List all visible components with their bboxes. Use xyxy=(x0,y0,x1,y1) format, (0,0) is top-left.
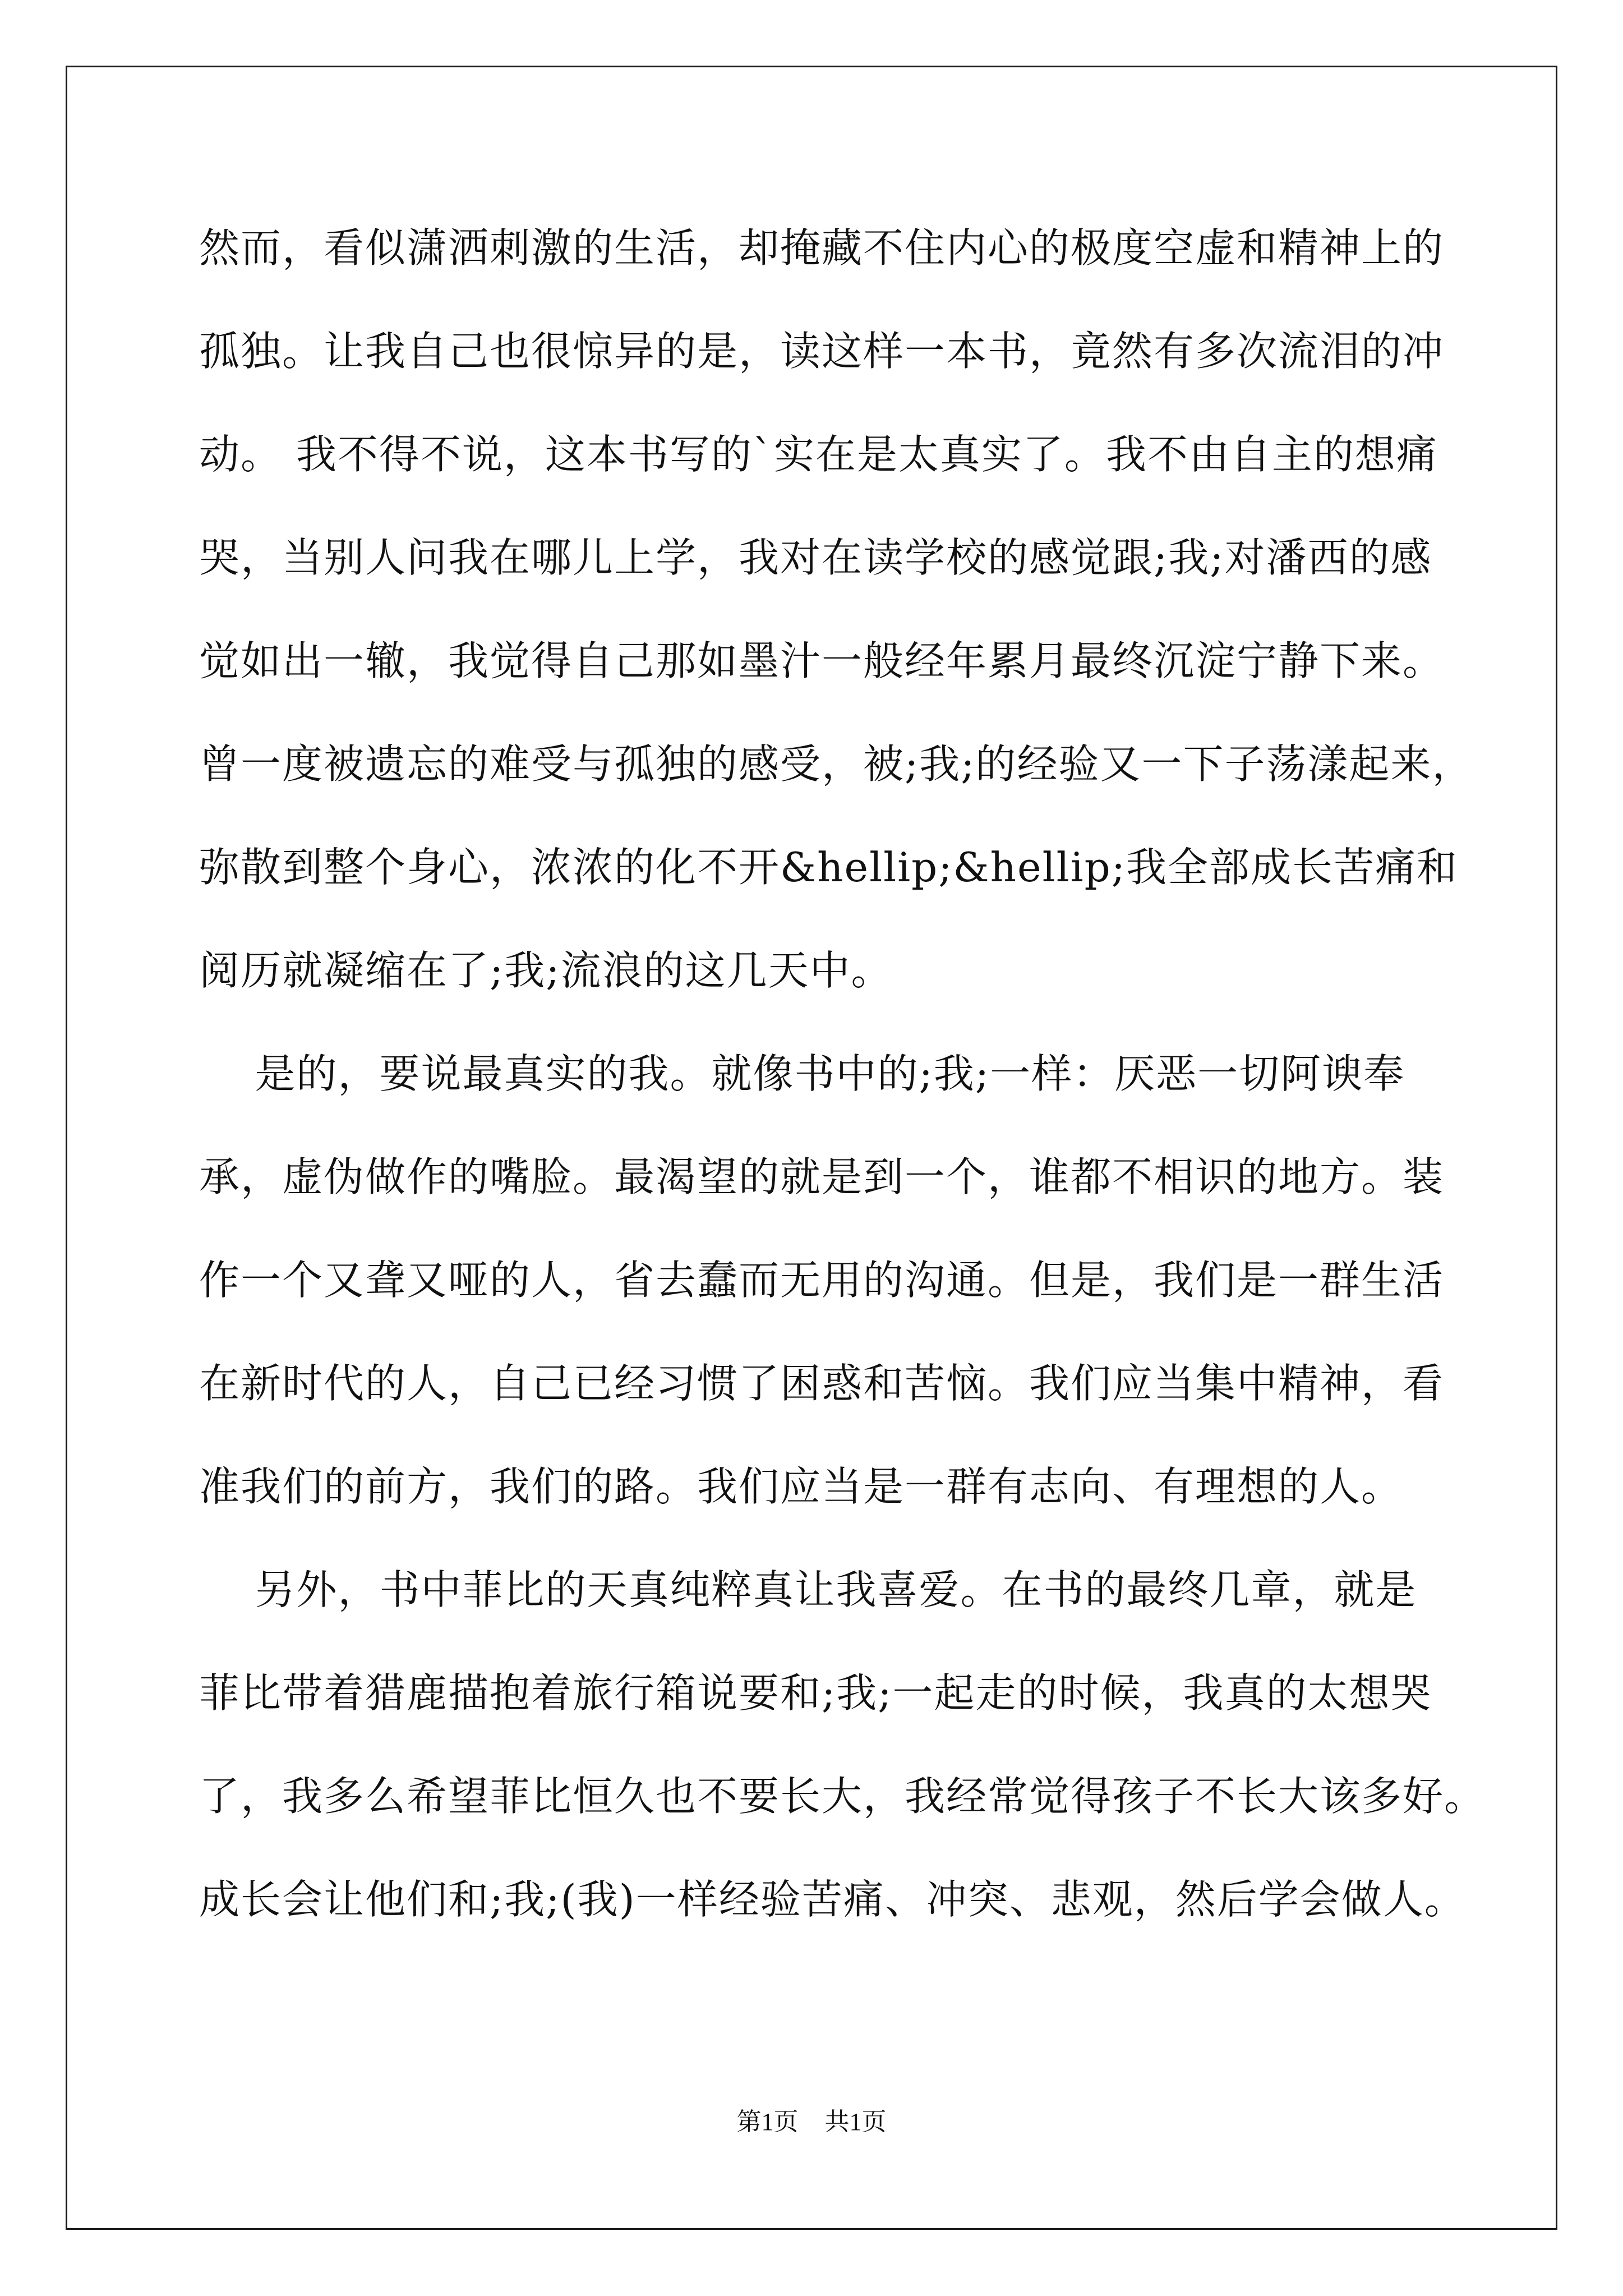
text-line: 另外，书中菲比的天真纯粹真让我喜爱。在书的最终几章，就是 xyxy=(199,1566,1417,1613)
text-line: 孤独。让我自己也很惊异的是，读这样一本书，竟然有多次流泪的冲 xyxy=(199,328,1445,375)
page-footer xyxy=(0,2101,1623,2137)
text-line: 哭，当别人问我在哪儿上学，我对在读学校的感觉跟;我;对潘西的感 xyxy=(199,534,1432,581)
text-line: 在新时代的人，自己已经习惯了困惑和苦恼。我们应当集中精神，看 xyxy=(199,1360,1445,1407)
text-line: 菲比带着猎鹿描抱着旅行箱说要和;我;一起走的时候，我真的太想哭 xyxy=(199,1669,1432,1717)
text-line: 动。 我不得不说，这本书写的`实在是太真实了。我不由自主的想痛 xyxy=(199,431,1438,478)
text-line: 然而，看似潇洒刺激的生活，却掩藏不住内心的极度空虚和精神上的 xyxy=(199,224,1445,272)
text-line: 成长会让他们和;我;(我)一样经验苦痛、冲突、悲观，然后学会做人。 xyxy=(199,1876,1466,1923)
text-line: 是的，要说最真实的我。就像书中的;我;一样：厌恶一切阿谀奉 xyxy=(199,1050,1405,1097)
page-total: 共1页 xyxy=(824,2108,887,2136)
text-line: 了，我多么希望菲比恒久也不要长大，我经常觉得孩子不长大该多好。 xyxy=(199,1773,1486,1820)
document-body xyxy=(199,196,1486,1951)
text-line: 弥散到整个身心，浓浓的化不开&hellip;&hellip;我全部成长苦痛和 xyxy=(199,844,1459,891)
text-line: 阅历就凝缩在了;我;流浪的这几天中。 xyxy=(199,947,893,994)
page-number: 第1页 xyxy=(736,2108,799,2136)
text-line: 曾一度被遗忘的难受与孤独的感受，被;我;的经验又一下子荡漾起来， xyxy=(199,740,1474,788)
text-line: 作一个又聋又哑的人，省去蠢而无用的沟通。但是，我们是一群生活 xyxy=(199,1257,1445,1304)
text-line: 觉如出一辙，我觉得自己那如墨汁一般经年累月最终沉淀宁静下来。 xyxy=(199,637,1445,684)
text-line: 准我们的前方，我们的路。我们应当是一群有志向、有理想的人。 xyxy=(199,1463,1403,1510)
text-line: 承，虚伪做作的嘴脸。最渴望的就是到一个，谁都不相识的地方。装 xyxy=(199,1153,1445,1200)
